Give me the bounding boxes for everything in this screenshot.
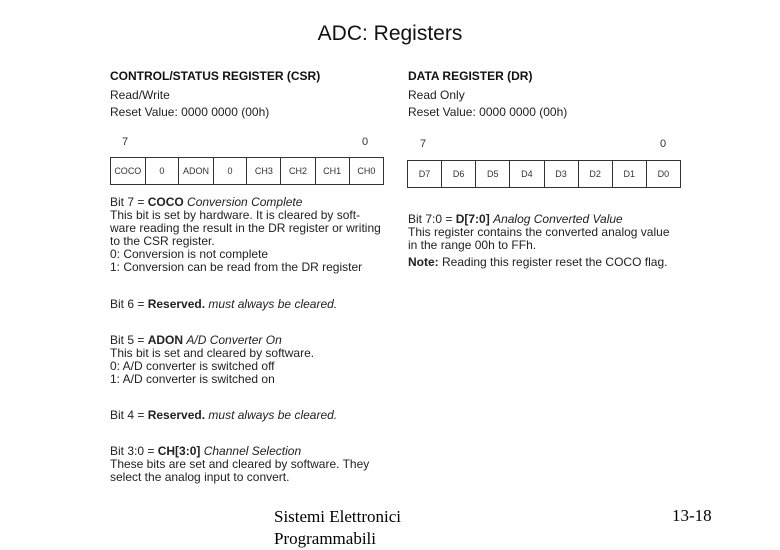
csr-bit30-description — [110, 445, 400, 484]
csr-bit30-line: These bits are set and cleared by software. They — [110, 457, 370, 471]
csr-bit-0: CH0 — [349, 158, 383, 185]
csr-bit-6: 0 — [145, 158, 179, 185]
csr-bit30-title: Channel Selection — [203, 444, 302, 458]
dr-bit70-line: in the range 00h to FFh. — [408, 238, 537, 252]
dr-reset-value: 0000 0000 (00h) — [479, 105, 568, 119]
csr-bit5-line: This bit is set and cleared by software. — [110, 346, 315, 360]
csr-bit4-description — [110, 409, 400, 422]
dr-note-label: Note: — [408, 255, 439, 269]
csr-bit5-line: 0: A/D converter is switched off — [110, 359, 275, 373]
csr-bit6-note: must always be cleared. — [208, 297, 338, 311]
dr-bit-7: D7 — [408, 161, 442, 188]
csr-bit6-description — [110, 298, 400, 311]
csr-bit5-prefix: Bit 5 = — [110, 333, 148, 347]
dr-bit-low-label: 0 — [660, 138, 667, 150]
csr-reset-line — [110, 106, 269, 119]
csr-bit-2: CH2 — [281, 158, 315, 185]
csr-bit30-name: CH[3:0] — [157, 444, 201, 458]
csr-bit4-name: Reserved. — [147, 408, 206, 422]
csr-bit7-description — [110, 196, 400, 274]
csr-bit7-line: This bit is set by hardware. It is cleared by soft- — [110, 208, 361, 222]
csr-bit7-prefix: Bit 7 = — [110, 195, 148, 209]
csr-bit-low-label: 0 — [362, 136, 369, 148]
csr-bit-7: COCO — [111, 158, 146, 185]
csr-bit5-title: A/D Converter On — [186, 333, 282, 347]
csr-bit-1: CH1 — [315, 158, 349, 185]
dr-bit-6: D6 — [442, 161, 476, 188]
csr-bit7-title: Conversion Complete — [187, 195, 303, 209]
footer-course-name: Sistemi Elettronici Programmabili — [274, 507, 402, 548]
csr-bit7-line: to the CSR register. — [110, 234, 215, 248]
csr-heading: CONTROL/STATUS REGISTER (CSR) — [110, 69, 321, 83]
csr-bit-5: ADON — [179, 158, 214, 185]
dr-bit-4: D4 — [510, 161, 544, 188]
csr-bit7-line: 1: Conversion can be read from the DR register — [110, 260, 363, 274]
csr-bit-3: CH3 — [247, 158, 281, 185]
dr-bit-high-label: 7 — [420, 138, 427, 150]
dr-bit-table — [407, 160, 681, 188]
dr-note-text: Reading this register reset the COCO flag. — [442, 255, 668, 269]
csr-bit7-line: ware reading the result in the DR register or writing — [110, 221, 381, 235]
csr-bit4-prefix: Bit 4 = — [110, 408, 148, 422]
csr-bit-row — [111, 158, 384, 185]
dr-heading: DATA REGISTER (DR) — [408, 69, 533, 83]
dr-bit-5: D5 — [476, 161, 510, 188]
csr-bit5-name: ADON — [147, 333, 184, 347]
csr-reset-label: Reset Value: — [110, 105, 178, 119]
dr-bit-2: D2 — [578, 161, 612, 188]
dr-access: Read Only — [408, 88, 465, 102]
csr-bit-high-label: 7 — [122, 136, 129, 148]
csr-bit5-line: 1: A/D converter is switched on — [110, 372, 275, 386]
page-number: 13-18 — [672, 506, 712, 525]
dr-bit70-description — [408, 213, 708, 269]
csr-bit4-note: must always be cleared. — [208, 408, 338, 422]
dr-bit-row — [408, 161, 681, 188]
dr-bit70-prefix: Bit 7:0 = — [408, 212, 456, 226]
dr-bit-3: D3 — [544, 161, 578, 188]
csr-bit30-prefix: Bit 3:0 = — [110, 444, 158, 458]
page-title: ADC: Registers — [317, 22, 463, 45]
dr-reset-label: Reset Value: — [408, 105, 476, 119]
csr-bit6-name: Reserved. — [147, 297, 206, 311]
csr-bit-table — [110, 157, 384, 185]
csr-access: Read/Write — [110, 88, 170, 102]
csr-bit-4: 0 — [213, 158, 247, 185]
csr-bit7-line: 0: Conversion is not complete — [110, 247, 269, 261]
dr-bit70-name: D[7:0] — [455, 212, 490, 226]
dr-reset-line — [408, 106, 567, 119]
csr-bit5-description — [110, 334, 400, 386]
csr-reset-value: 0000 0000 (00h) — [181, 105, 270, 119]
dr-note — [408, 256, 708, 269]
csr-bit6-prefix: Bit 6 = — [110, 297, 148, 311]
csr-bit30-line: select the analog input to convert. — [110, 470, 290, 484]
dr-bit70-title: Analog Converted Value — [493, 212, 623, 226]
dr-bit-0: D0 — [646, 161, 680, 188]
csr-bit7-name: COCO — [147, 195, 184, 209]
dr-bit70-line: This register contains the converted analog value — [408, 225, 670, 239]
dr-bit-1: D1 — [612, 161, 646, 188]
